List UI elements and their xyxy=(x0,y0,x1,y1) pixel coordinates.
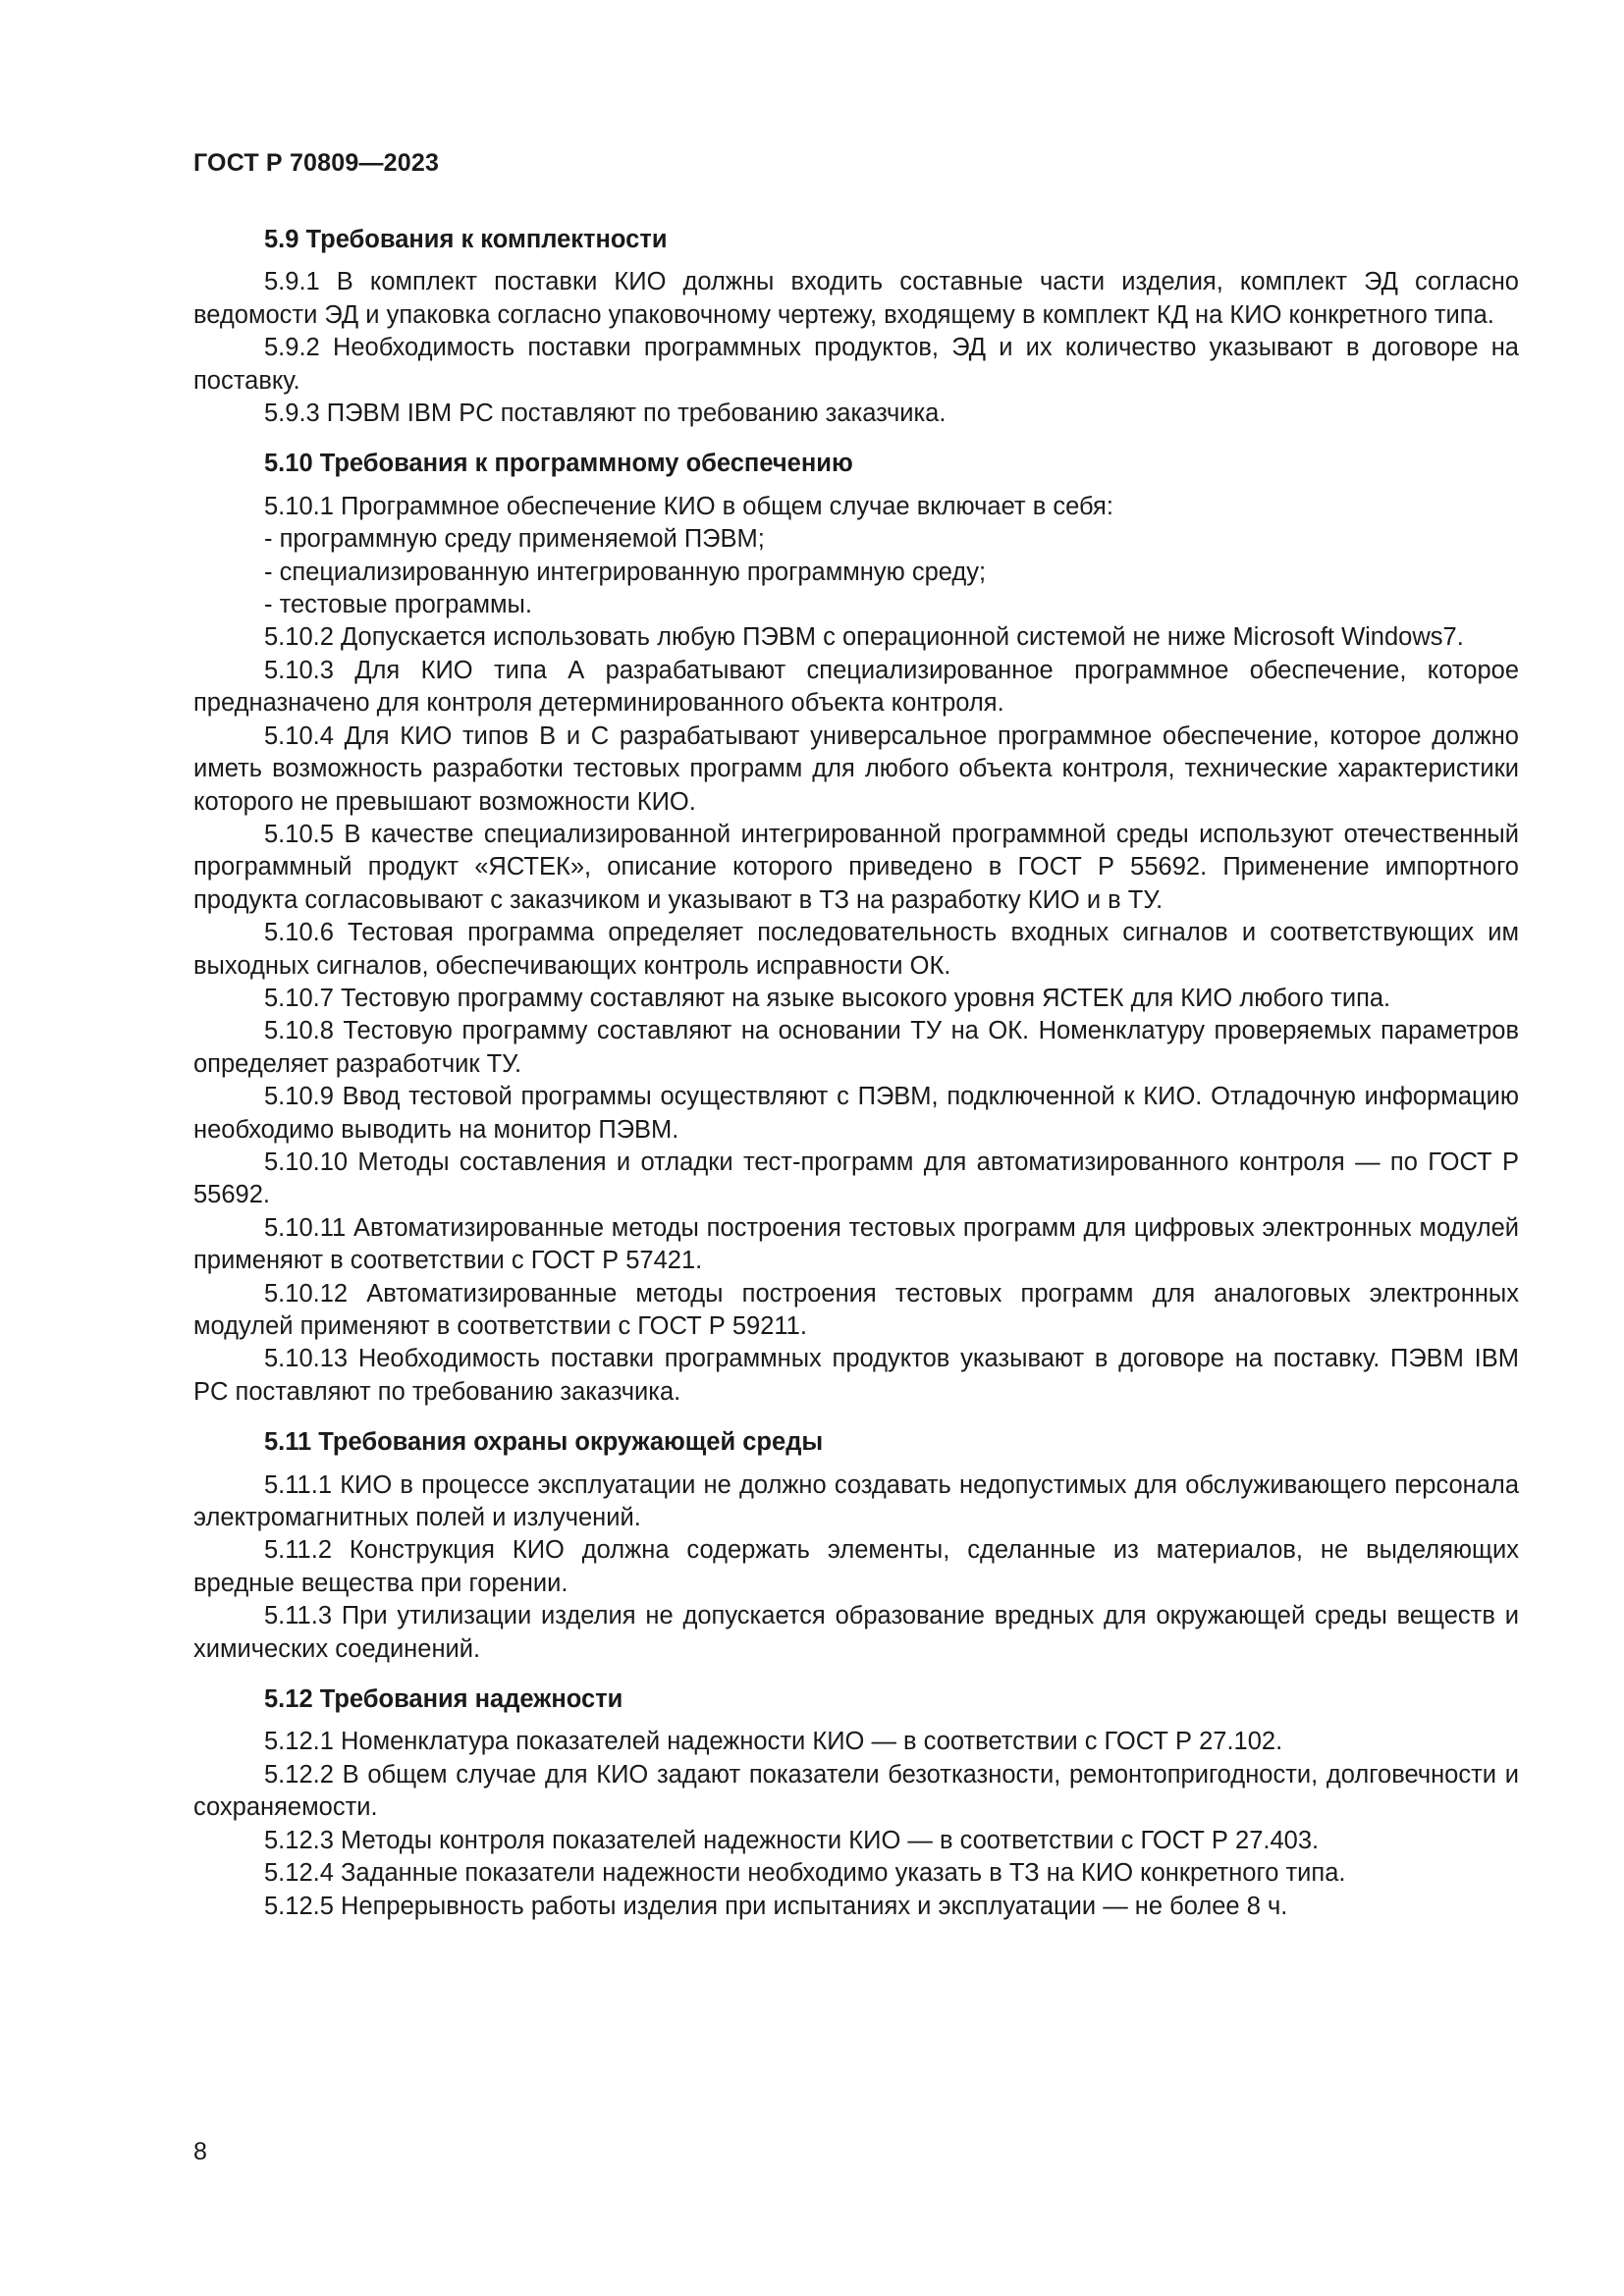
list-item: - специализированную интегрированную программную среду; xyxy=(264,558,987,586)
paragraph: 5.11.1 КИО в процессе эксплуатации не должно создавать недопустимых для обслуживающего персонала электромагнитных полей и излучений. xyxy=(193,1470,1519,1532)
document-header: ГОСТ Р 70809—2023 xyxy=(193,149,440,177)
paragraph: 5.11.3 При утилизации изделия не допускается образование вредных для окружающей среды веществ и химических соединений. xyxy=(193,1602,1519,1663)
section-heading: 5.12 Требования надежности xyxy=(264,1685,623,1714)
section-5-9 xyxy=(193,224,1519,430)
section-5-12 xyxy=(193,1683,1519,1923)
section-heading: 5.11 Требования охраны окружающей среды xyxy=(264,1428,824,1457)
paragraph: 5.10.1 Программное обеспечение КИО в общем случае включает в себя: xyxy=(264,492,1113,520)
paragraph: 5.12.2 В общем случае для КИО задают показатели безотказности, ремонтопригодности, долговечности и сохраняемости. xyxy=(193,1760,1519,1822)
paragraph: 5.9.1 В комплект поставки КИО должны входить составные части изделия, комплект ЭД согласно ведомости ЭД и упаковка согласно упаковочному чертежу, входящему в комплект КД на КИО конкретного типа. xyxy=(193,268,1519,329)
section-5-10 xyxy=(193,448,1519,1409)
section-heading: 5.10 Требования к программному обеспечению xyxy=(264,450,853,478)
paragraph: 5.10.4 Для КИО типов В и С разрабатывают универсальное программное обеспечение, которое должно иметь возможность разработки тестовых программ для любого объекта контроля, технические характеристики которого не превышают возможности КИО. xyxy=(193,721,1519,816)
paragraph: 5.9.2 Необходимость поставки программных продуктов, ЭД и их количество указывают в договоре на поставку. xyxy=(193,334,1519,395)
list-item: - программную среду применяемой ПЭВМ; xyxy=(264,525,765,554)
paragraph: 5.12.4 Заданные показатели надежности необходимо указать в ТЗ на КИО конкретного типа. xyxy=(264,1859,1346,1888)
paragraph: 5.10.5 В качестве специализированной интегрированной программной среды используют отечественный программный продукт «ЯСТЕК», описание которого приведено в ГОСТ Р 55692. Применение импортного продукта согласовывают с заказчиком и указывают в ТЗ на разработку КИО и в ТУ. xyxy=(193,820,1519,914)
paragraph: 5.10.3 Для КИО типа А разрабатывают специализированное программное обеспечение, которое предназначено для контроля детерминированного объекта контроля. xyxy=(193,656,1519,718)
paragraph: 5.9.3 ПЭВМ IBM PC поставляют по требованию заказчика. xyxy=(264,400,947,428)
paragraph: 5.10.13 Необходимость поставки программных продуктов указывают в договоре на поставку. ПЭВМ IBM PC поставляют по требованию заказчика. xyxy=(193,1345,1519,1406)
section-heading: 5.9 Требования к комплектности xyxy=(264,226,668,253)
page-number: 8 xyxy=(193,2138,207,2165)
paragraph: 5.12.3 Методы контроля показателей надежности КИО — в соответствии с ГОСТ Р 27.403. xyxy=(264,1826,1320,1854)
paragraph: 5.12.1 Номенклатура показателей надежности КИО — в соответствии с ГОСТ Р 27.102. xyxy=(264,1728,1283,1756)
document-body xyxy=(193,224,1519,1923)
list-item: - тестовые программы. xyxy=(264,591,532,619)
paragraph: 5.10.11 Автоматизированные методы построения тестовых программ для цифровых электронных модулей применяют в соответствии с ГОСТ Р 57421. xyxy=(193,1213,1519,1275)
paragraph: 5.10.10 Методы составления и отладки тест-программ для автоматизированного контроля — по ГОСТ Р 55692. xyxy=(193,1148,1519,1209)
paragraph: 5.12.5 Непрерывность работы изделия при испытаниях и эксплуатации — не более 8 ч. xyxy=(264,1892,1288,1920)
paragraph: 5.11.2 Конструкция КИО должна содержать элементы, сделанные из материалов, не выделяющих вредные вещества при горении. xyxy=(193,1536,1519,1597)
paragraph: 5.10.8 Тестовую программу составляют на основании ТУ на ОК. Номенклатуру проверяемых параметров определяет разработчик ТУ. xyxy=(193,1017,1519,1078)
paragraph: 5.10.2 Допускается использовать любую ПЭВМ с операционной системой не ниже Microsoft Windows7. xyxy=(264,623,1464,652)
paragraph: 5.10.6 Тестовая программа определяет последовательность входных сигналов и соответствующих им выходных сигналов, обеспечивающих контроль исправности ОК. xyxy=(193,919,1519,980)
section-5-11 xyxy=(193,1426,1519,1666)
paragraph: 5.10.7 Тестовую программу составляют на языке высокого уровня ЯСТЕК для КИО любого типа. xyxy=(264,984,1391,1012)
paragraph: 5.10.12 Автоматизированные методы построения тестовых программ для аналоговых электронных модулей применяют в соответствии с ГОСТ Р 59211. xyxy=(193,1279,1519,1340)
paragraph: 5.10.9 Ввод тестовой программы осуществляют с ПЭВМ, подключенной к КИО. Отладочную информацию необходимо выводить на монитор ПЭВМ. xyxy=(193,1083,1519,1144)
